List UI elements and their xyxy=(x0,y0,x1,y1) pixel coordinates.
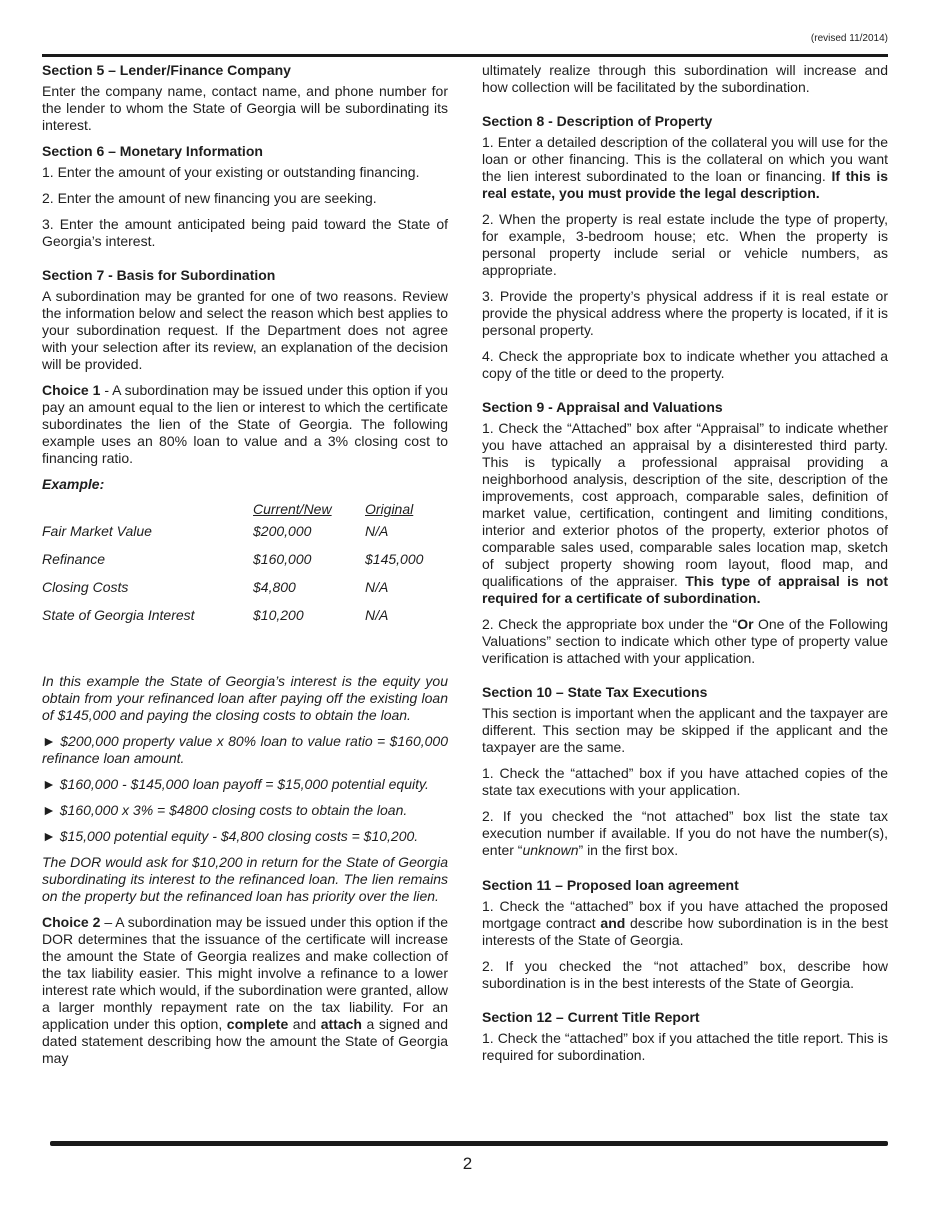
section-5-title: Section 5 – Lender/Finance Company xyxy=(42,62,291,78)
section-8-item: 4. Check the appropriate box to indicate whether you attached a copy of the title or deed to the property. xyxy=(482,348,888,381)
calculation-line: ► $160,000 x 3% = $4800 closing costs to obtain the loan. xyxy=(42,802,408,818)
section-11-title: Section 11 – Proposed loan agreement xyxy=(482,877,739,893)
section-6-item: 2. Enter the amount of new financing you are seeking. xyxy=(42,190,377,206)
revision-date: (revised 11/2014) xyxy=(810,33,888,44)
table-cell: Refinance xyxy=(42,551,106,567)
section-6-title: Section 6 – Monetary Information xyxy=(42,143,263,159)
appraisal-not-required-note: This type of appraisal is not required for a certificate of subordination. xyxy=(482,573,888,606)
section-11-item: 2. If you checked the “not attached” box, describe how subordination is in the best interests of the State of Georgia. xyxy=(482,958,888,991)
table-cell: Closing Costs xyxy=(42,579,129,595)
section-11-item-text: 1. Check the “attached” box if you have attached the proposed mortgage contract xyxy=(482,898,888,931)
section-8-item-text: 1. Enter a detailed description of the collateral you will use for the loan or other financing. This is the collateral on which you want the lien interest subordinated to the loan or financing. xyxy=(482,134,888,184)
section-8-item: 3. Provide the property’s physical address if it is real estate or provide the physical address where the property is located, if it is personal property. xyxy=(482,288,888,338)
table-row xyxy=(42,523,445,551)
table-cell: $4,800 xyxy=(253,579,296,595)
section-9-item xyxy=(482,420,888,607)
table-cell: $10,200 xyxy=(253,607,304,623)
example-explanation: In this example the State of Georgia’s interest is the equity you obtain from your refinanced loan after paying off the existing loan of $145,000 and paying the closing costs to obtain the loan. xyxy=(42,673,448,723)
example-table xyxy=(42,501,445,635)
calculation-line: ► $15,000 potential equity - $4,800 closing costs = $10,200. xyxy=(42,828,419,844)
example-table-header xyxy=(42,501,445,523)
table-header-cell xyxy=(42,501,253,523)
choice-2-and: and xyxy=(288,1016,321,1032)
calculation-line: ► $160,000 - $145,000 loan payoff = $15,000 potential equity. xyxy=(42,776,429,792)
top-divider xyxy=(42,54,888,57)
section-5-body: Enter the company name, contact name, and phone number for the lender to whom the State of Georgia will be subordinating its interest. xyxy=(42,83,448,133)
table-cell: $145,000 xyxy=(365,551,424,567)
choice-1-label: Choice 1 xyxy=(42,382,101,398)
choice-2-body-end: a signed and dated statement describing how the amount the State of Georgia may xyxy=(42,1016,449,1066)
section-9-item-text: 2. Check the appropriate box under the “ xyxy=(482,616,738,632)
dor-note: The DOR would ask for $10,200 in return for the State of Georgia subordinating its interest to the refinanced loan. The lien remains on the property but the refinanced loan has priority over the lien. xyxy=(42,854,448,904)
table-cell: N/A xyxy=(365,607,389,623)
table-cell: N/A xyxy=(365,579,389,595)
table-row xyxy=(42,579,445,607)
table-cell: Fair Market Value xyxy=(42,523,152,539)
section-10-item: 1. Check the “attached” box if you have attached copies of the state tax executions with your application. xyxy=(482,765,888,798)
choice-2-continuation: ultimately realize through this subordination will increase and how collection will be facilitated by the subordination. xyxy=(482,62,888,95)
right-column xyxy=(482,62,888,1073)
bottom-divider xyxy=(50,1141,888,1146)
section-10-body: This section is important when the applicant and the taxpayer are different. This section may be skipped if the applicant and the taxpayer are the same. xyxy=(482,705,888,755)
table-cell: State of Georgia Interest xyxy=(42,607,195,623)
choice-1-paragraph xyxy=(42,382,448,467)
choice-2-paragraph xyxy=(42,914,448,1067)
section-7-body: A subordination may be granted for one of two reasons. Review the information below and select the reason which best applies to your subordination request. If the Department does not agree with your selection after its review, an explanation of the decision will be provided. xyxy=(42,288,448,372)
choice-2-label: Choice 2 xyxy=(42,914,101,930)
example-label: Example: xyxy=(42,476,105,492)
section-9-item-text: 1. Check the “Attached” box after “Appraisal” to indicate whether you have attached an appraisal by a disinterested third party. This is typically a professional appraisal providing a neighborhood analysis, description of the site, description of the improvements, cost approach, comparable sales, definition of market value, certification, contingent and limiting conditions, interior and exterior photos of the property, exterior photos of comparable sales used, comparable sales location map, sketch of subject property showing room layout, flood map, and qualifications of the appraiser. xyxy=(482,420,888,589)
section-11-item xyxy=(482,898,888,949)
table-row xyxy=(42,551,445,579)
section-6-item: 1. Enter the amount of your existing or outstanding financing. xyxy=(42,164,420,180)
choice-1-body: - A subordination may be issued under this option if you pay an amount equal to the lien or interest to which the certificate subordinates the lien of the State of Georgia. The following example uses an 80% loan to value and a 3% closing cost to financing ratio. xyxy=(42,382,448,466)
section-9-item xyxy=(482,616,888,667)
section-11-item-text-end: describe how subordination is in the best interests of the State of Georgia. xyxy=(482,915,888,948)
section-12-item: 1. Check the “attached” box if you attached the title report. This is required for subordination. xyxy=(482,1030,888,1063)
section-12-title: Section 12 – Current Title Report xyxy=(482,1009,700,1025)
unknown-emphasis: unknown xyxy=(522,842,579,858)
section-10-title: Section 10 – State Tax Executions xyxy=(482,684,708,700)
attach-emphasis: attach xyxy=(320,1016,362,1032)
left-column xyxy=(42,62,448,1076)
legal-description-note: If this is real estate, you must provide the legal description. xyxy=(482,168,888,201)
section-7-title: Section 7 - Basis for Subordination xyxy=(42,267,276,283)
table-row xyxy=(42,607,445,635)
choice-2-body: – A subordination may be issued under this option if the DOR determines that the issuance of the certificate will increase the amount the State of Georgia realizes and make collection of the tax liability easier. This might involve a refinance to a lower interest rate which would, if the subordination were granted, allow a larger monthly repayment rate on the tax liability. For an application under this option, xyxy=(42,914,448,1032)
section-10-item-text: 2. If you checked the “not attached” box list the state tax execution number if available. If you do not have the number(s), enter “ xyxy=(482,808,888,858)
section-6-item: 3. Enter the amount anticipated being paid toward the State of Georgia’s interest. xyxy=(42,216,448,249)
complete-emphasis: complete xyxy=(226,1016,289,1032)
calculation-line: ► $200,000 property value x 80% loan to value ratio = $160,000 refinance loan amount. xyxy=(42,733,448,766)
page-number: 2 xyxy=(462,1154,473,1173)
section-8-item: 2. When the property is real estate include the type of property, for example, 3-bedroom house; etc. When the property is personal property include serial or vehicle numbers, as appropriate. xyxy=(482,211,888,278)
section-8-item xyxy=(482,134,888,202)
table-cell: N/A xyxy=(365,523,389,539)
table-cell: $200,000 xyxy=(253,523,312,539)
table-header-cell: Original xyxy=(365,501,414,517)
section-8-title: Section 8 - Description of Property xyxy=(482,113,713,129)
or-emphasis: Or xyxy=(737,616,754,632)
table-cell: $160,000 xyxy=(253,551,312,567)
table-header-cell: Current/New xyxy=(253,501,332,517)
section-9-item-text-end: One of the Following Valuations” section to indicate which other type of property value verification is attached with your application. xyxy=(482,616,888,666)
and-emphasis: and xyxy=(600,915,626,931)
section-10-item-text-end: ” in the first box. xyxy=(578,842,679,858)
section-9-title: Section 9 - Appraisal and Valuations xyxy=(482,399,723,415)
section-10-item xyxy=(482,808,888,859)
